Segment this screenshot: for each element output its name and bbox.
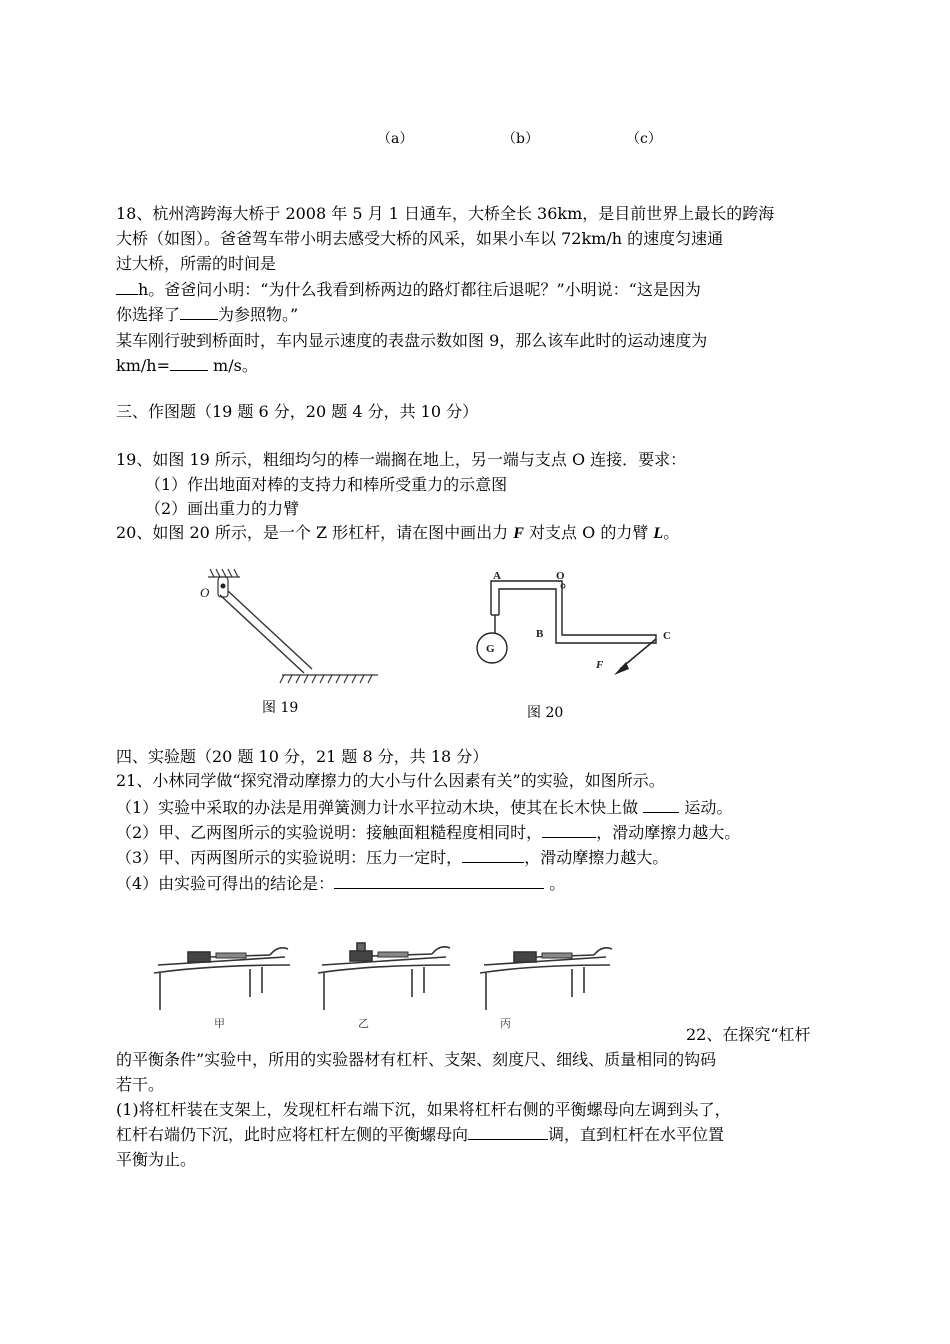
fig20-caption: 图 20 (527, 705, 564, 721)
answer-blank[interactable] (643, 796, 679, 813)
answer-blank[interactable] (180, 303, 218, 320)
figure-label-a: （a） (377, 131, 414, 147)
q21-sub2-a: （2）甲、乙两图所示的实验说明：接触面粗糙程度相同时， (116, 823, 543, 842)
q22-line6: 平衡为止。 (116, 1150, 197, 1169)
answer-blank[interactable] (116, 278, 138, 295)
q18-line7 (116, 354, 258, 378)
q18-line4 (116, 278, 701, 302)
q18-line5-text-a: 你选择了 (116, 305, 181, 324)
q18-line5 (116, 303, 298, 327)
q22-line4: (1)将杠杆装在支架上，发现杠杆右端下沉，如果将杠杆右侧的平衡螺母向左调到头了， (116, 1100, 731, 1119)
section3-title: 三、作图题（19 题 6 分，20 题 4 分，共 10 分） (116, 402, 479, 421)
figure-20 (466, 565, 686, 685)
q21-sub3-a: （3）甲、丙两图所示的实验说明：压力一定时， (116, 848, 463, 867)
arm-symbol: L (653, 525, 664, 542)
q21-sub1-b: 运动。 (684, 798, 733, 817)
q18-line2: 大桥（如图）。爸爸驾车带小明去感受大桥的风采，如果小车以 72km/h 的速度匀速通 (116, 229, 724, 248)
q18-line4-text: h。爸爸问小明：“为什么我看到桥两边的路灯都往后退呢？”小明说：“这是因为 (138, 280, 701, 299)
pivot-point (221, 584, 226, 589)
q22-line5 (116, 1123, 724, 1147)
exp-label-2: 乙 (358, 1017, 369, 1030)
fig20-label-a: A (493, 570, 501, 582)
exp-label-1: 甲 (214, 1017, 225, 1030)
setup-3 (480, 948, 612, 1010)
q18-line1: 18、杭州湾跨海大桥于 2008 年 5 月 1 日通车，大桥全长 36km，是目前世界上最长的跨海 (116, 204, 775, 223)
q21-sub4-b: 。 (544, 874, 566, 893)
q19-sub2: （2）画出重力的力臂 (145, 499, 300, 518)
q22-line5-b: 调，直到杠杆在水平位置 (548, 1125, 725, 1144)
section4-title: 四、实验题（20 题 10 分，21 题 8 分，共 18 分） (116, 747, 489, 766)
q21-sub1-a: （1）实验中采取的办法是用弹簧测力计水平拉动木块，使其在长木快上做 (116, 798, 639, 817)
setup-2 (318, 943, 450, 1010)
fig20-label-g: G (486, 643, 495, 655)
fig20-label-c: C (663, 630, 671, 642)
q22-line3: 若干。 (116, 1075, 165, 1094)
answer-blank[interactable] (334, 872, 544, 889)
fig20-label-o: O (556, 570, 565, 582)
answer-blank[interactable] (542, 821, 596, 838)
force-arrowhead (614, 662, 629, 675)
q20-stem (116, 521, 679, 546)
experiment-figure (150, 935, 650, 1035)
q18-line7-text-b: m/s。 (207, 356, 258, 375)
q18-line7-text-a: km/h= (116, 356, 170, 375)
q18-line3: 过大桥，所需的时间是 (116, 254, 277, 273)
fig20-label-f: F (596, 659, 604, 671)
fig19-pivot-label: O (200, 585, 210, 600)
q19-sub1: （1）作出地面对棒的支持力和棒所受重力的示意图 (145, 475, 508, 494)
force-symbol: F (513, 525, 524, 542)
q22-line2: 的平衡条件”实验中，所用的实验器材有杠杆、支架、刻度尺、细线、质量相同的钩码 (116, 1050, 717, 1069)
q21-sub1 (116, 796, 732, 820)
q21-sub4 (116, 872, 565, 896)
figure-19 (190, 565, 380, 695)
q18-line5-text-b: 为参照物。” (218, 305, 299, 324)
q21-sub2 (116, 821, 740, 845)
fig19-caption: 图 19 (262, 700, 299, 716)
q21-sub4-a: （4）由实验可得出的结论是： (116, 874, 335, 893)
figure-label-c: （c） (626, 131, 662, 147)
q21-sub2-b: ，滑动摩擦力越大。 (596, 823, 741, 842)
fig20-label-b: B (536, 628, 544, 640)
setup-1 (154, 948, 290, 1010)
q21-sub3-b: ，滑动摩擦力越大。 (524, 848, 669, 867)
q18-line6: 某车刚行驶到桥面时，车内显示速度的表盘示数如图 9，那么该车此时的运动速度为 (116, 331, 708, 350)
q21-stem: 21、小林同学做“探究滑动摩擦力的大小与什么因素有关”的实验，如图所示。 (116, 771, 665, 790)
exp-label-3: 丙 (500, 1017, 511, 1030)
figure-label-b: （b） (502, 131, 539, 147)
q22-line5-a: 杠杆右端仍下沉，此时应将杠杆左侧的平衡螺母向 (116, 1125, 469, 1144)
answer-blank[interactable] (170, 354, 208, 371)
q20-stem-c: 。 (663, 523, 680, 542)
q20-stem-a: 20、如图 20 所示，是一个 Z 形杠杆，请在图中画出力 (116, 523, 514, 542)
q19-stem: 19、如图 19 所示，粗细均匀的棒一端搁在地上，另一端与支点 O 连接．要求： (116, 450, 687, 469)
answer-blank[interactable] (462, 846, 524, 863)
q20-stem-b: 对支点 O 的力臂 (523, 523, 654, 542)
answer-blank[interactable] (468, 1123, 548, 1140)
q22-line1: 22、在探究“杠杆 (686, 1025, 811, 1044)
q21-sub3 (116, 846, 668, 870)
